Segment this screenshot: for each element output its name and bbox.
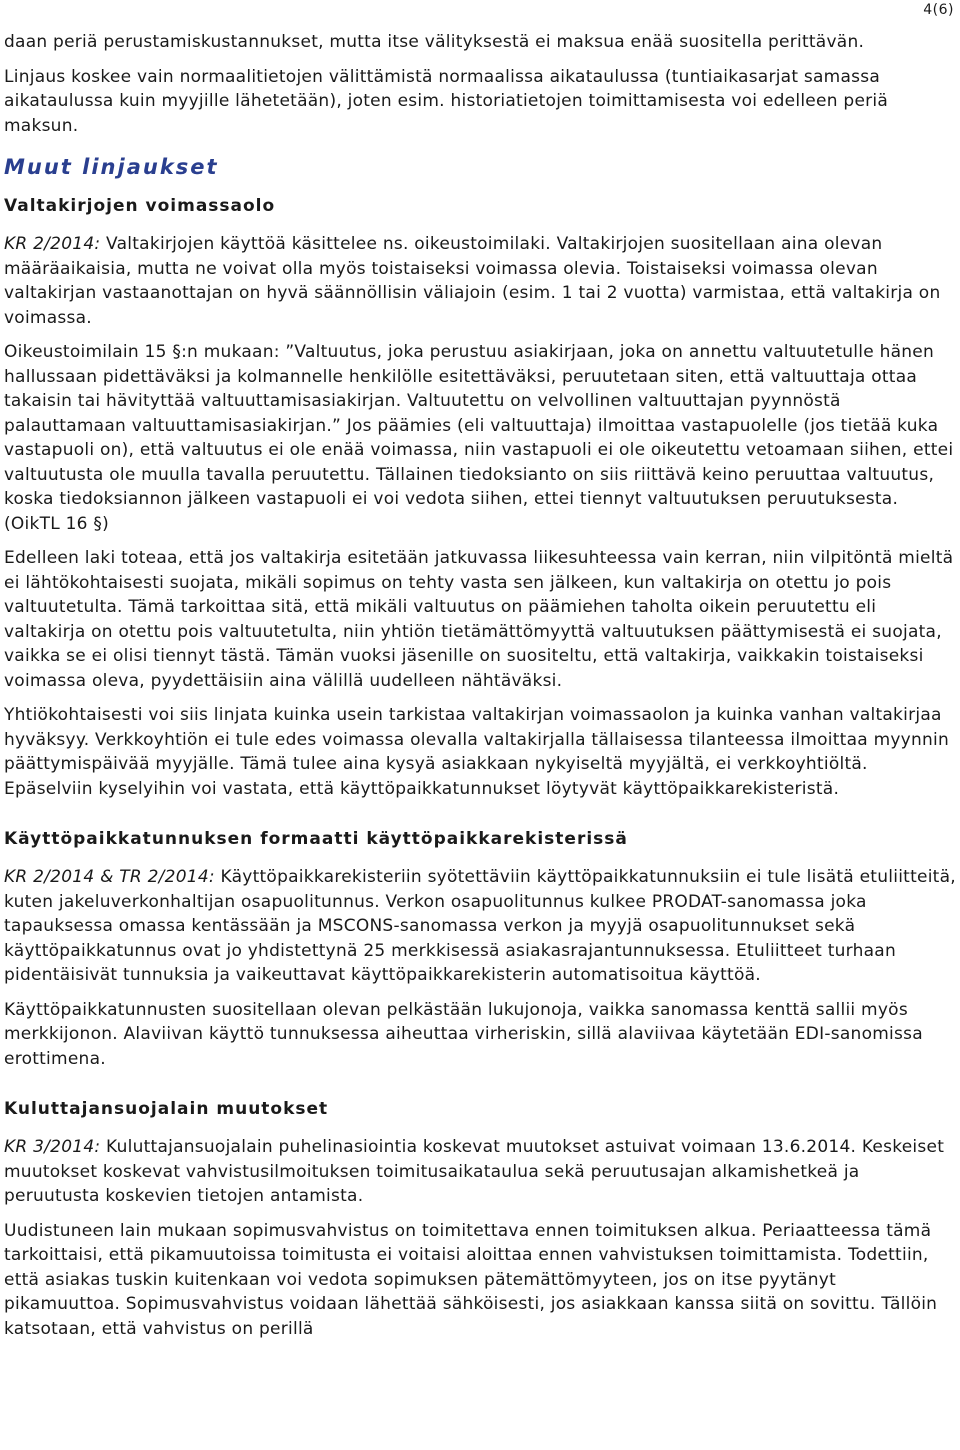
document-body <box>4 30 956 1351</box>
paragraph-oikeustoimilaki: Oikeustoimilain 15 §:n mukaan: ”Valtuutus, joka perustuu asiakirjaan, joka on annettu valtuutetulle hänen hallussaan pidettäväksi ja kolmannelle henkilölle esitettäväksi, peruutetaan siten, että valtuuttaja ottaa takaisin tai hävityttää valtuuttamisasiakirjan. Valtuutettu on velvollinen valtuuttajan pyynnöstä palauttamaan valtuuttamisasiakirjan.” Jos päämies (eli valtuuttaja) ilmoittaa vastapuolelle (jos tietää kuka vastapuoli on), että valtuutus ei ole enää voimassa, niin vastapuoli ei ole oikeutettu vetoamaan siihen, ettei valtuutusta ole muulla tavalla peruutettu. Tällainen tiedoksianto on siis riittävä keino peruuttaa valtuutus, koska tiedoksiannon jälkeen vastapuoli ei voi vedota siihen, ettei tiennyt valtuutuksen peruutuksesta. (OikTL 16 §) <box>4 342 954 534</box>
reference-label: KR 2/2014: <box>4 234 101 254</box>
paragraph-kr-2-2014 <box>4 232 956 330</box>
paragraph-intro: daan periä perustamiskustannukset, mutta itse välityksestä ei maksua enää suositella perittävän. <box>4 32 865 52</box>
paragraph-text: Käyttöpaikkarekisteriin syötettäviin käyttöpaikkatunnuksiin ei tule lisätä etuliitteitä, kuten jakeluverkonhaltijan osapuolitunnus. Verkon osapuolitunnus kulkee PRODAT-sanomassa joka tapauksessa omassa kentässään ja MSCONS-sanomassa verkon ja myyjä osapuolitunnukset sekä käyttöpaikkatunnus ovat jo yhdistettynä 25 merkkisessä asiakasrajantunnuksessa. Etuliitteet turhaan pidentäisivät tunnuksia ja vaikeuttavat käyttöpaikkarekisterin automatisoitua käyttöä. <box>4 867 956 985</box>
paragraph-linjaus: Linjaus koskee vain normaalitietojen välittämistä normaalissa aikataulussa (tuntiaikasarjat samassa aikataulussa kuin myyjille lähetetään), joten esim. historiatietojen toimittamisesta voi edelleen periä maksun. <box>4 66 889 136</box>
paragraph-text: Valtakirjojen käyttöä käsittelee ns. oikeustoimilaki. Valtakirjojen suositellaan aina olevan määräaikaisia, mutta ne voivat olla myös toistaiseksi voimassa olevia. Toistaiseksi voimassa olevan valtakirjan vastaanottajan on hyvä säännöllisin väliajoin (esim. 1 tai 2 vuotta) varmistaa, että valtakirja on voimassa. <box>4 234 941 328</box>
paragraph-kr-tr-2-2014 <box>4 865 956 988</box>
heading-kuluttajansuojalain-muutokset: Kuluttajansuojalain muutokset <box>4 1099 329 1119</box>
paragraph-text: Kuluttajansuojalain puhelinasiointia koskevat muutokset astuivat voimaan 13.6.2014. Keskeiset muutokset koskevat vahvistusilmoituksen toimitusaikataulua sekä peruutusajan alkamishetkeä ja peruutusta koskevien tietojen antamista. <box>4 1137 945 1206</box>
heading-valtakirjojen-voimassaolo: Valtakirjojen voimassaolo <box>4 196 276 216</box>
paragraph-yhtiokohtaisesti: Yhtiökohtaisesti voi siis linjata kuinka usein tarkistaa valtakirjan voimassaolon ja kuinka vanhan valtakirjaa hyväksyy. Verkkoyhtiön ei tule edes voimassa olevalla valtakirjalla tällaisessa tilanteessa ilmoittaa myynnin päättymispäivää myyjälle. Tämä tulee aina kysyä asiakkaan nykyiseltä myyjältä, ei verkkoyhtiöltä. Epäselviin kyselyihin voi vastata, että käyttöpaikkatunnukset löytyvät käyttöpaikkarekisteristä. <box>4 705 950 799</box>
paragraph-lukujonot: Käyttöpaikkatunnusten suositellaan olevan pelkästään lukujonoja, vaikka sanomassa kenttä sallii myös merkkijonon. Alaviivan käyttö tunnuksessa aiheuttaa virheriskin, sillä alaviivaa käytetään EDI-sanomissa erottimena. <box>4 999 923 1069</box>
reference-label: KR 2/2014 & TR 2/2014: <box>4 867 215 887</box>
paragraph-uudistunut-laki: Uudistuneen lain mukaan sopimusvahvistus on toimitettava ennen toimituksen alkua. Periaatteessa tämä tarkoittaisi, että pikamuutoissa toimitusta ei voitaisi aloittaa ennen vahvistuksen toimittamista. Todettiin, että asiakas tuskin kuitenkaan voi vedota sopimuksen pätemättömyyteen, jos on itse pyytänyt pikamuuttoa. Sopimusvahvistus voidaan lähettää sähköisesti, jos asiakkaan kanssa siitä on sovittu. Tällöin katsotaan, että vahvistus on perillä <box>4 1220 938 1339</box>
reference-label: KR 3/2014: <box>4 1137 101 1157</box>
heading-kayttopaikkatunnuksen-formaatti: Käyttöpaikkatunnuksen formaatti käyttöpaikkarekisterissä <box>4 829 628 849</box>
paragraph-kr-3-2014 <box>4 1135 956 1209</box>
section-title-muut-linjaukset: Muut linjaukset <box>4 155 219 179</box>
paragraph-edelleen: Edelleen laki toteaa, että jos valtakirja esitetään jatkuvassa liikesuhteessa vain kerran, niin vilpitöntä mieltä ei lähtökohtaisesti suojata, mikäli sopimus on tehty vasta sen jälkeen, kun valtakirja on otettu jo pois valtuutetulta. Tämä tarkoittaa sitä, että mikäli valtuutus on päämiehen taholta oikein peruutettu eli valtakirja on otettu pois valtuutetulta, niin yhtiön tietämättömyyttä valtuutuksen päättymisestä ei suojata, vaikka se ei olisi tiennyt tästä. Tämän vuoksi jäsenille on suositeltu, että valtakirja, vaikkakin toistaiseksi voimassa oleva, pyydettäisiin aina välillä uudelleen nähtäväksi. <box>4 548 954 691</box>
page-number: 4(6) <box>923 2 954 18</box>
